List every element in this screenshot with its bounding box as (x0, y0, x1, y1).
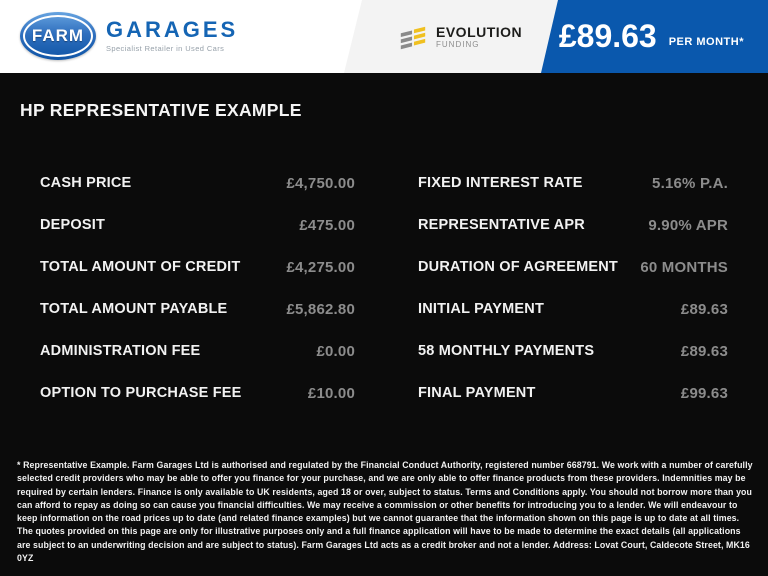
finance-column-left (40, 170, 355, 422)
finance-row (40, 212, 355, 238)
monthly-price (559, 0, 744, 73)
finance-row (418, 254, 728, 280)
finance-row (418, 296, 728, 322)
finance-value: £4,275.00 (286, 258, 355, 276)
finance-row (418, 212, 728, 238)
funding-name: EVOLUTION (436, 24, 523, 40)
finance-label: DURATION OF AGREEMENT (418, 259, 618, 275)
finance-label: TOTAL AMOUNT OF CREDIT (40, 259, 241, 275)
finance-value: £99.63 (680, 384, 728, 402)
finance-label: FIXED INTEREST RATE (418, 175, 583, 191)
finance-value: 9.90% APR (648, 216, 728, 234)
finance-column-right (418, 170, 728, 422)
finance-row (418, 338, 728, 364)
evolution-layers-icon (398, 22, 428, 52)
finance-row (40, 296, 355, 322)
logo-tagline: Specialist Retailer in Used Cars (106, 44, 225, 53)
finance-row (40, 380, 355, 406)
farm-oval-text: FARM (31, 26, 85, 45)
finance-label: FINAL PAYMENT (418, 385, 536, 401)
finance-label: INITIAL PAYMENT (418, 301, 544, 317)
finance-value: 5.16% P.A. (652, 174, 728, 192)
finance-value: 60 MONTHS (640, 258, 728, 276)
finance-value: £89.63 (680, 300, 728, 318)
farm-oval-badge (20, 12, 96, 60)
logo-text (106, 19, 238, 53)
finance-label: TOTAL AMOUNT PAYABLE (40, 301, 228, 317)
finance-label: REPRESENTATIVE APR (418, 217, 585, 233)
finance-value: £10.00 (307, 384, 355, 402)
finance-label: OPTION TO PURCHASE FEE (40, 385, 242, 401)
logo-name: GARAGES (106, 17, 239, 42)
farm-garages-logo (20, 12, 238, 60)
page-title: HP REPRESENTATIVE EXAMPLE (20, 100, 302, 120)
finance-row (40, 170, 355, 196)
finance-row (40, 254, 355, 280)
price-per-month-label: PER MONTH* (668, 35, 744, 48)
finance-label: 58 MONTHLY PAYMENTS (418, 343, 595, 359)
disclaimer-text: * Representative Example. Farm Garages Ltd is authorised and regulated by the Financial Conduct Authority, registered number 668791. We work with a number of carefully selected credit providers who may be able to offer you finance for your purchase, and we are only able to offer finance products from these providers. Indemnities may be required by certain lenders. Finance is only available to UK residents, aged 18 or over, subject to status. Terms and Conditions apply. You should not borrow more than you can afford to repay as doing so can cause you financial difficulties. We may receive a commission or other benefits for introducing you to a lender. We will endeavour to keep information on the road prices up to date (and related finance examples) but we cannot guarantee that the information shown on this page is up to date at all times. The quotes provided on this page are only for illustrative purposes only and a full finance application will have to be made to determine the exact details (all applications are subject to an underwriting decision and are subject to status). Farm Garages Ltd acts as a credit broker and not a lender. Address: Lovat Court, Caldecote Street, MK16 0YZ (17, 460, 753, 564)
header (0, 0, 768, 73)
finance-label: DEPOSIT (40, 217, 106, 233)
finance-value: £4,750.00 (286, 174, 355, 192)
price-amount: £89.63 (558, 18, 657, 54)
evolution-funding-logo (398, 22, 522, 52)
finance-row (40, 338, 355, 364)
finance-row (418, 170, 728, 196)
finance-value: £5,862.80 (286, 300, 355, 318)
finance-value: £89.63 (680, 342, 728, 360)
finance-value: £0.00 (316, 342, 355, 360)
finance-label: ADMINISTRATION FEE (40, 343, 201, 359)
funding-sub: FUNDING (436, 40, 480, 49)
funding-text (436, 25, 522, 49)
finance-label: CASH PRICE (40, 175, 132, 191)
finance-row (418, 380, 728, 406)
finance-value: £475.00 (299, 216, 355, 234)
